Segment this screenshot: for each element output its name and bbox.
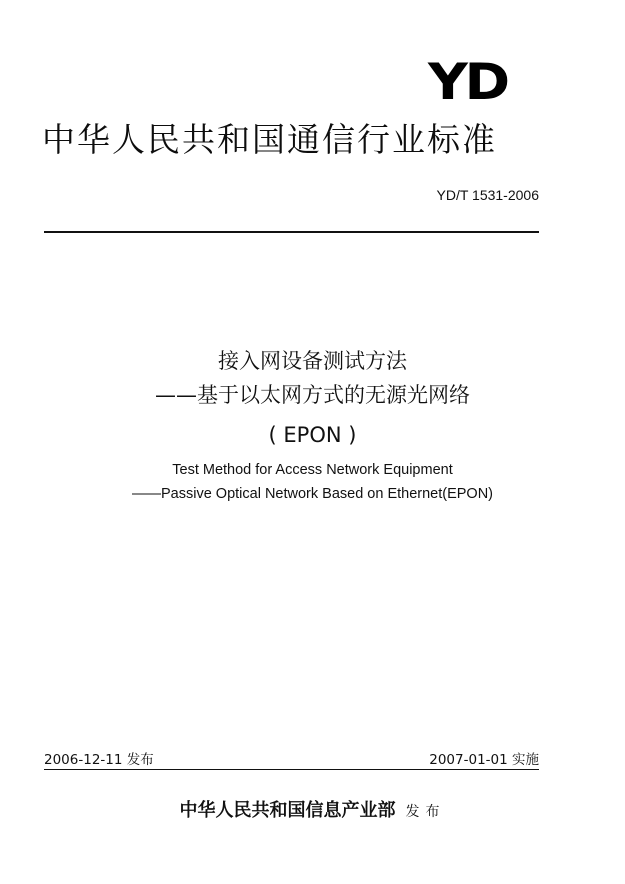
yd-logo: YD (428, 53, 507, 111)
publisher-name: 中华人民共和国信息产业部 (179, 800, 396, 821)
standard-number: YD/T 1531-2006 (436, 187, 539, 203)
publisher-block (0, 799, 625, 824)
publisher-action: 发布 (405, 804, 446, 820)
issue-date: 2006-12-11 发布 (44, 752, 154, 768)
title-english-main: Test Method for Access Network Equipment (172, 462, 453, 478)
title-chinese-abbreviation: ( EPON ) (268, 423, 357, 447)
title-chinese-main: 接入网设备测试方法 (218, 349, 407, 373)
title-chinese-subtitle: ——基于以太网方式的无源光网络 (155, 383, 470, 407)
title-english-subtitle: ——Passive Optical Network Based on Ethernet(EPON) (131, 486, 494, 502)
standard-category-title: 中华人民共和国通信行业标准 (42, 120, 497, 159)
header-divider (44, 231, 539, 233)
footer-divider (44, 769, 539, 770)
effective-date: 2007-01-01 实施 (429, 752, 539, 768)
